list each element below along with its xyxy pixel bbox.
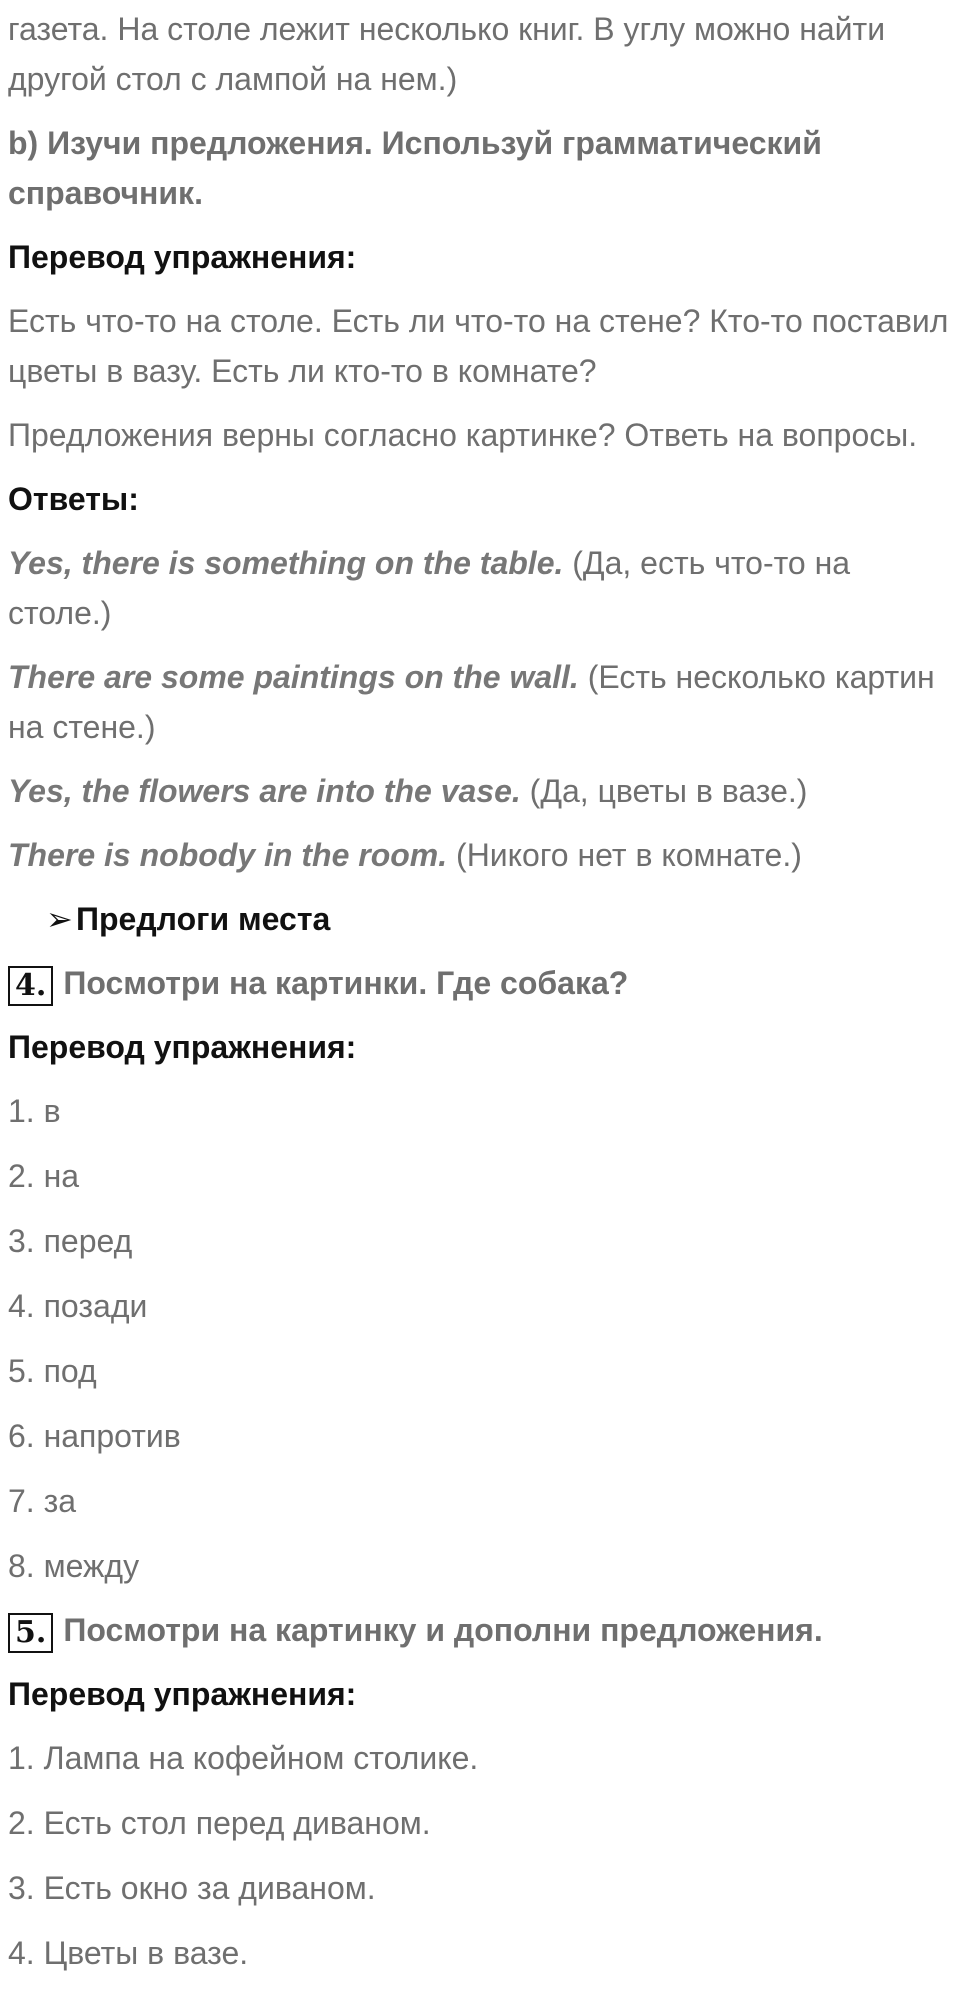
answer-item	[8, 538, 952, 638]
answer-english: There are some paintings on the wall.	[8, 659, 579, 695]
exercise-title: Посмотри на картинки. Где собака?	[63, 965, 629, 1001]
list-item: 2. Есть стол перед диваном.	[8, 1805, 431, 1841]
section-title: Предлоги места	[76, 901, 331, 937]
list-item: 3. Есть окно за диваном.	[8, 1870, 376, 1906]
list-item: 6. напротив	[8, 1418, 181, 1454]
exercise-5-heading	[8, 1605, 952, 1655]
translation-label: Перевод упражнения:	[8, 1676, 357, 1712]
answer-russian: (Да, есть что-то на столе.)	[8, 545, 851, 631]
answer-item	[8, 830, 952, 880]
answer-item	[8, 652, 952, 752]
answer-english: There is nobody in the room.	[8, 837, 448, 873]
list-item: 3. перед	[8, 1223, 133, 1259]
answer-english: Yes, there is something on the table.	[8, 545, 564, 581]
list-item: 5. под	[8, 1353, 97, 1389]
exercise-number-box: 5.	[8, 1613, 53, 1653]
translation-paragraph: Есть что-то на столе. Есть ли что-то на стене? Кто-то поставил цветы в вазу. Есть ли кто-то в комнате?	[8, 303, 949, 389]
list-item: 4. Цветы в вазе.	[8, 1935, 249, 1971]
list-item: 4. позади	[8, 1288, 148, 1324]
answer-item	[8, 766, 952, 816]
answer-russian: (Есть несколько картин на стене.)	[8, 659, 935, 745]
list-item: 1. в	[8, 1093, 61, 1129]
exercise-title: Посмотри на картинку и дополни предложения.	[63, 1612, 823, 1648]
section-heading	[46, 894, 952, 944]
arrow-bullet-icon: ➢	[46, 901, 73, 937]
answer-russian: (Да, цветы в вазе.)	[520, 773, 808, 809]
intro-continuation: газета. На столе лежит несколько книг. В углу можно найти другой стол с лампой на нем.)	[8, 11, 886, 97]
translation-paragraph: Предложения верны согласно картинке? Ответь на вопросы.	[8, 417, 918, 453]
task-b-heading: b) Изучи предложения. Используй грамматический справочник.	[8, 125, 822, 211]
list-item: 1. Лампа на кофейном столике.	[8, 1740, 479, 1776]
answers-label: Ответы:	[8, 481, 139, 517]
exercise-4-heading	[8, 958, 952, 1008]
exercise-4-list	[8, 1086, 952, 1591]
list-item: 2. на	[8, 1158, 80, 1194]
exercise-number-box: 4.	[8, 966, 53, 1006]
exercise-5-list	[8, 1733, 952, 1978]
answer-english: Yes, the flowers are into the vase.	[8, 773, 521, 809]
translation-label: Перевод упражнения:	[8, 1029, 357, 1065]
list-item: 7. за	[8, 1483, 77, 1519]
list-item: 8. между	[8, 1548, 140, 1584]
translation-label: Перевод упражнения:	[8, 239, 357, 275]
answer-russian: (Никого нет в комнате.)	[447, 837, 802, 873]
